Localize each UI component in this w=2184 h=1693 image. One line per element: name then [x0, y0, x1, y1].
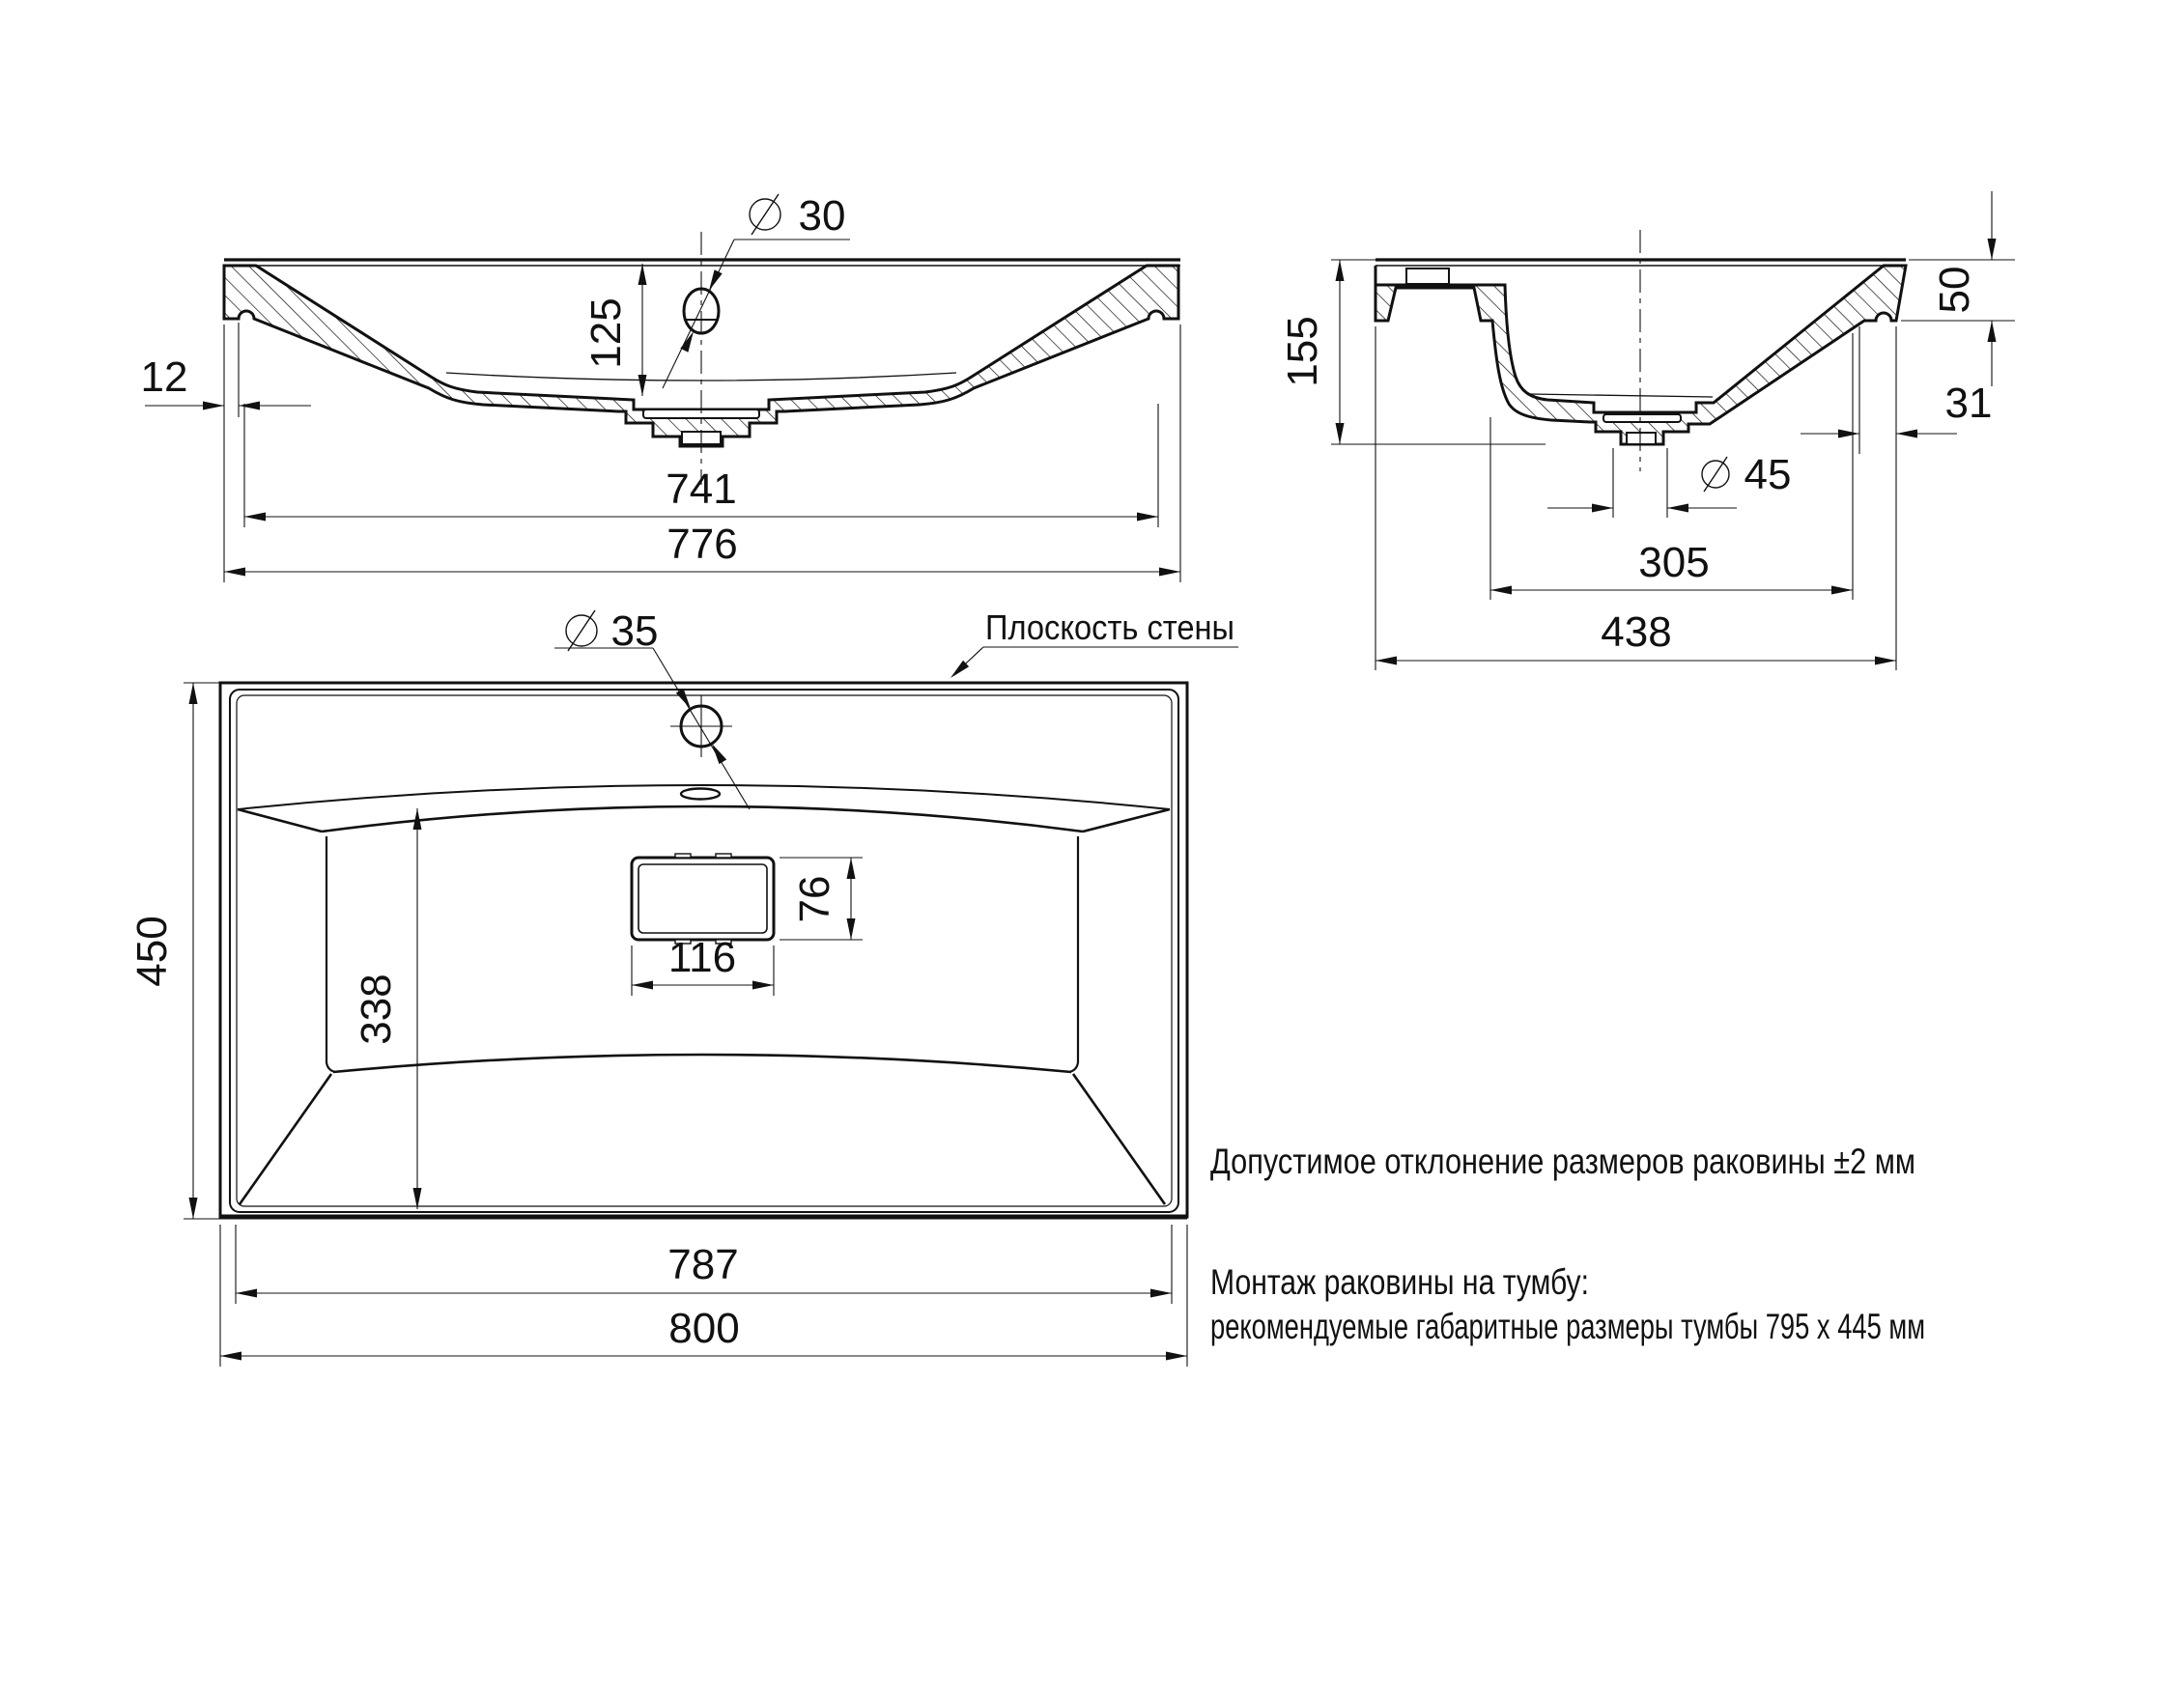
basin-bottom-arch [333, 1055, 1071, 1072]
dim-rim-offset-12 [141, 323, 311, 417]
dim-bowl-depth-125 [582, 264, 642, 396]
drain-tab [675, 854, 691, 858]
plan-view [128, 607, 1238, 1367]
dim-faucet-diameter-30 [663, 192, 850, 388]
deck-chamfer-left [238, 809, 322, 832]
basin-wall-right [1069, 836, 1078, 1072]
dim-front-edge-height-50 [1901, 191, 2015, 386]
dim-label-741: 741 [666, 466, 737, 513]
arrowhead [948, 661, 969, 682]
front-floor-back-edge [446, 373, 956, 381]
dim-label-50: 50 [1931, 266, 1978, 314]
drain-box-inner [638, 864, 767, 933]
drain-outlet-notch [1627, 433, 1656, 444]
dim-label-35: 35 [610, 607, 659, 655]
leader-line [663, 240, 734, 388]
drain-box-outer [632, 858, 774, 940]
dim-label-116: 116 [667, 934, 737, 981]
drain-seat-slot [1603, 414, 1681, 422]
dim-faucet-diameter-35 [554, 607, 750, 809]
dim-label-787: 787 [667, 1241, 739, 1288]
basin-edge-line [322, 806, 1083, 832]
dim-label-45: 45 [1744, 451, 1792, 498]
note-tolerance: Допустимое отклонение размеров раковины ±2 мм [1210, 1142, 1915, 1181]
dim-label-76: 76 [791, 875, 838, 923]
dim-label-31: 31 [1944, 380, 1993, 427]
overflow-slot [681, 789, 720, 800]
dim-label-776: 776 [667, 521, 738, 568]
front-view [141, 192, 1180, 582]
dim-drain-box-width-116 [632, 934, 774, 996]
dim-basin-inner-depth-338 [353, 808, 417, 1209]
drain-tab [716, 854, 731, 858]
dim-label-800: 800 [668, 1305, 740, 1352]
dim-label-438: 438 [1601, 608, 1672, 656]
dim-front-offset-31 [1801, 326, 1992, 670]
dim-label-faucet-30: 30 [798, 192, 846, 240]
dim-inner-width-787 [236, 1225, 1172, 1304]
basin-wall-left [326, 836, 335, 1072]
side-view [1279, 191, 2015, 670]
basin-bottom-diagonal-left [240, 1074, 331, 1204]
dim-label-305: 305 [1638, 539, 1710, 586]
deck-chamfer-right [1083, 809, 1170, 832]
dim-drain-diameter-45 [1547, 448, 1791, 518]
dim-label-125: 125 [582, 297, 630, 369]
dim-label-12: 12 [140, 353, 188, 401]
dim-drain-box-height-76 [780, 858, 863, 940]
dim-label-338: 338 [353, 973, 400, 1045]
wall-plane-callout [948, 607, 1238, 681]
side-floor-edge [1529, 394, 1713, 397]
dim-total-depth-450 [128, 683, 222, 1219]
note-mounting-line1: Монтаж раковины на тумбу: [1210, 1262, 1589, 1302]
notes [1210, 1142, 1925, 1346]
basin-bottom-diagonal-right [1073, 1074, 1165, 1204]
dim-label-450: 450 [128, 916, 176, 987]
dim-total-depth-438 [1376, 326, 1896, 670]
note-mounting-line2: рекомендуемые габаритные размеры тумбы 795 x 445 мм [1210, 1307, 1925, 1346]
mount-groove-slot [1406, 268, 1449, 284]
dim-label-155: 155 [1279, 316, 1326, 387]
wall-plane-label: Плоскость стены [985, 607, 1234, 647]
dim-basin-depth-305 [1490, 333, 1853, 600]
